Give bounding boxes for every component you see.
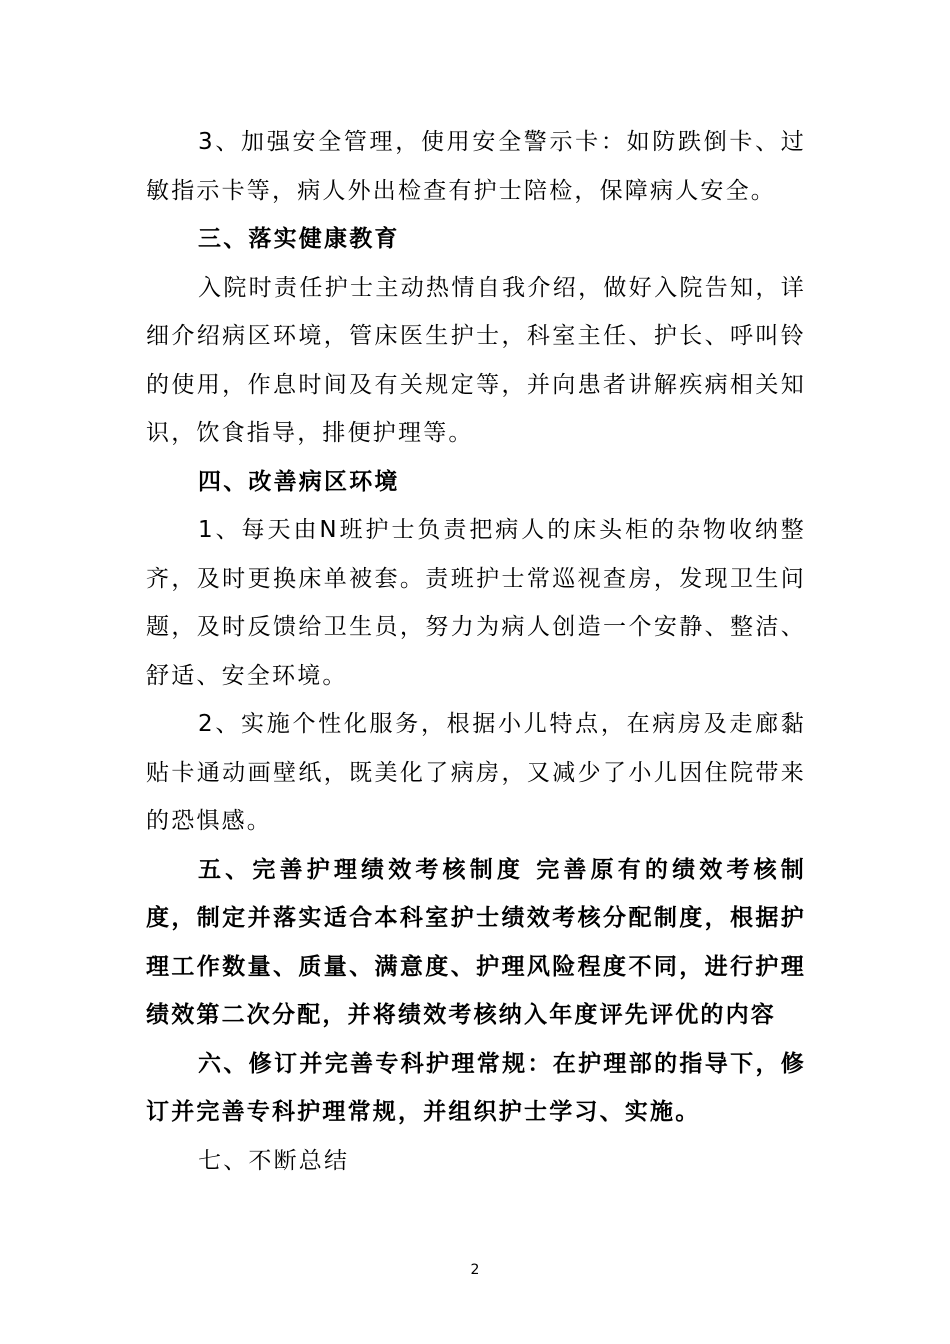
paragraph-continuous-summary: 七、不断总结 bbox=[198, 1147, 350, 1174]
paragraph-personalized-service: 2、实施个性化服务，根据小儿特点，在病房及走廊黏贴卡通动画壁纸，既美化了病房，又减少了小儿因住院带来的恐惧感。 bbox=[146, 711, 806, 834]
paragraph-revise-nursing-routines: 六、修订并完善专科护理常规：在护理部的指导下，修订并完善专科护理常规，并组织护士学习、实施。 bbox=[146, 1050, 806, 1125]
document-body bbox=[146, 118, 806, 1185]
section-heading-ward-environment: 四、改善病区环境 bbox=[198, 468, 400, 495]
paragraph-admission-introduction: 入院时责任护士主动热情自我介绍，做好入院告知，详细介绍病区环境，管床医生护士，科室主任、护长、呼叫铃的使用，作息时间及有关规定等，并向患者讲解疾病相关知识，饮食指导，排便护理等。 bbox=[146, 274, 806, 446]
paragraph-performance-evaluation: 五、完善护理绩效考核制度 完善原有的绩效考核制度，制定并落实适合本科室护士绩效考核分配制度，根据护理工作数量、质量、满意度、护理风险程度不同，进行护理绩效第二次分配，并将绩效考核纳入年度评先评优的内容 bbox=[146, 856, 806, 1028]
section-heading-health-education: 三、落实健康教育 bbox=[198, 226, 400, 252]
paragraph-safety-management: 3、加强安全管理，使用安全警示卡：如防跌倒卡、过敏指示卡等，病人外出检查有护士陪检，保障病人安全。 bbox=[146, 129, 806, 204]
page-number: 2 bbox=[470, 1262, 480, 1278]
paragraph-ward-tidying: 1、每天由N班护士负责把病人的床头柜的杂物收纳整齐，及时更换床单被套。责班护士常巡视查房，发现卫生问题，及时反馈给卫生员，努力为病人创造一个安静、整洁、舒适、安全环境。 bbox=[146, 517, 806, 689]
